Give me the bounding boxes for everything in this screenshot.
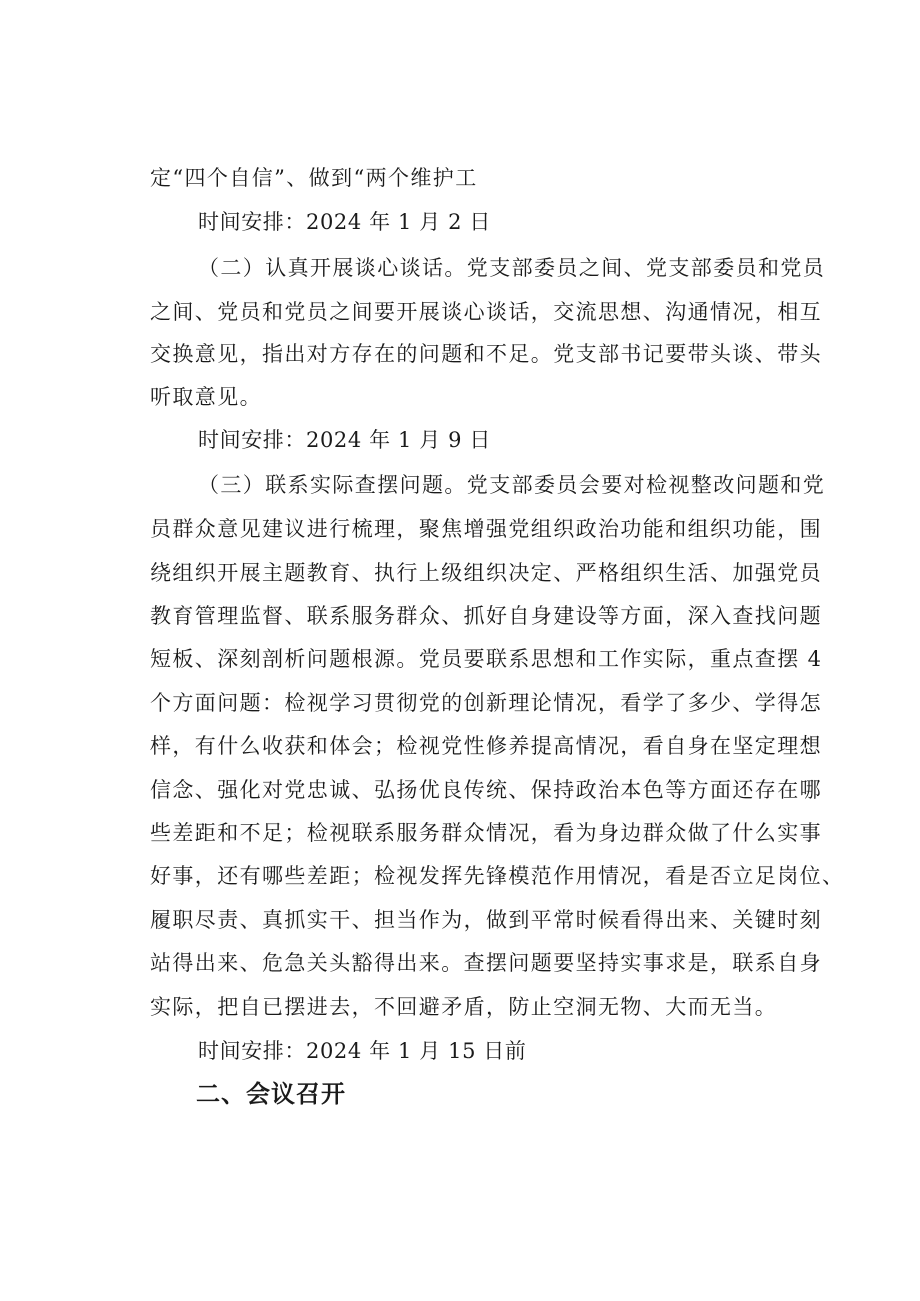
paragraph-line: 员群众意见建议进行梳理，聚焦增强党组织政治功能和组织功能，围 (150, 517, 822, 541)
paragraph-line: 履职尽责、真抓实干、担当作为，做到平常时候看得出来、关键时刻 (150, 908, 822, 932)
paragraph-line: 定“四个自信”、做到“两个维护工 (150, 166, 478, 190)
paragraph-line: 交换意见，指出对方存在的问题和不足。党支部书记要带头谈、带头 (150, 342, 822, 366)
paragraph-line: 教育管理监督、联系服务群众、抓好自身建设等方面，深入查找问题 (150, 604, 822, 628)
paragraph-line: 样，有什么收获和体会；检视党性修养提高情况，看自身在坚定理想 (150, 734, 822, 758)
paragraph-line: 听取意见。 (150, 385, 262, 409)
paragraph-line: 短板、深刻剖析问题根源。党员要联系思想和工作实际，重点查摆 4 (150, 647, 823, 671)
paragraph-line: 个方面问题：检视学习贯彻党的创新理论情况，看学了多少、学得怎 (150, 691, 822, 715)
paragraph-line: 好事，还有哪些差距；检视发挥先锋模范作用情况，看是否立足岗位、 (150, 864, 845, 888)
paragraph-line: （三）联系实际查摆问题。党支部委员会要对检视整改问题和党 (198, 473, 826, 497)
paragraph-line: 之间、党员和党员之间要开展谈心谈话，交流思想、沟通情况，相互 (150, 300, 822, 324)
section-heading: 二、会议召开 (196, 1080, 346, 1108)
schedule-line: 时间安排：2024 年 1 月 15 日前 (198, 1039, 527, 1063)
paragraph-line: 些差距和不足；检视联系服务群众情况，看为身边群众做了什么实事 (150, 821, 822, 845)
paragraph-line: （二）认真开展谈心谈话。党支部委员之间、党支部委员和党员 (198, 256, 826, 280)
schedule-line: 时间安排：2024 年 1 月 2 日 (198, 210, 491, 234)
schedule-line: 时间安排：2024 年 1 月 9 日 (198, 428, 491, 452)
paragraph-line: 绕组织开展主题教育、执行上级组织决定、严格组织生活、加强党员 (150, 561, 822, 585)
paragraph-line: 站得出来、危急关头豁得出来。查摆问题要坚持实事求是，联系自身 (150, 951, 822, 975)
paragraph-line: 实际，把自已摆进去，不回避矛盾，防止空洞无物、大而无当。 (150, 995, 778, 1019)
paragraph-line: 信念、强化对党忠诚、弘扬优良传统、保持政治本色等方面还存在哪 (150, 778, 822, 802)
